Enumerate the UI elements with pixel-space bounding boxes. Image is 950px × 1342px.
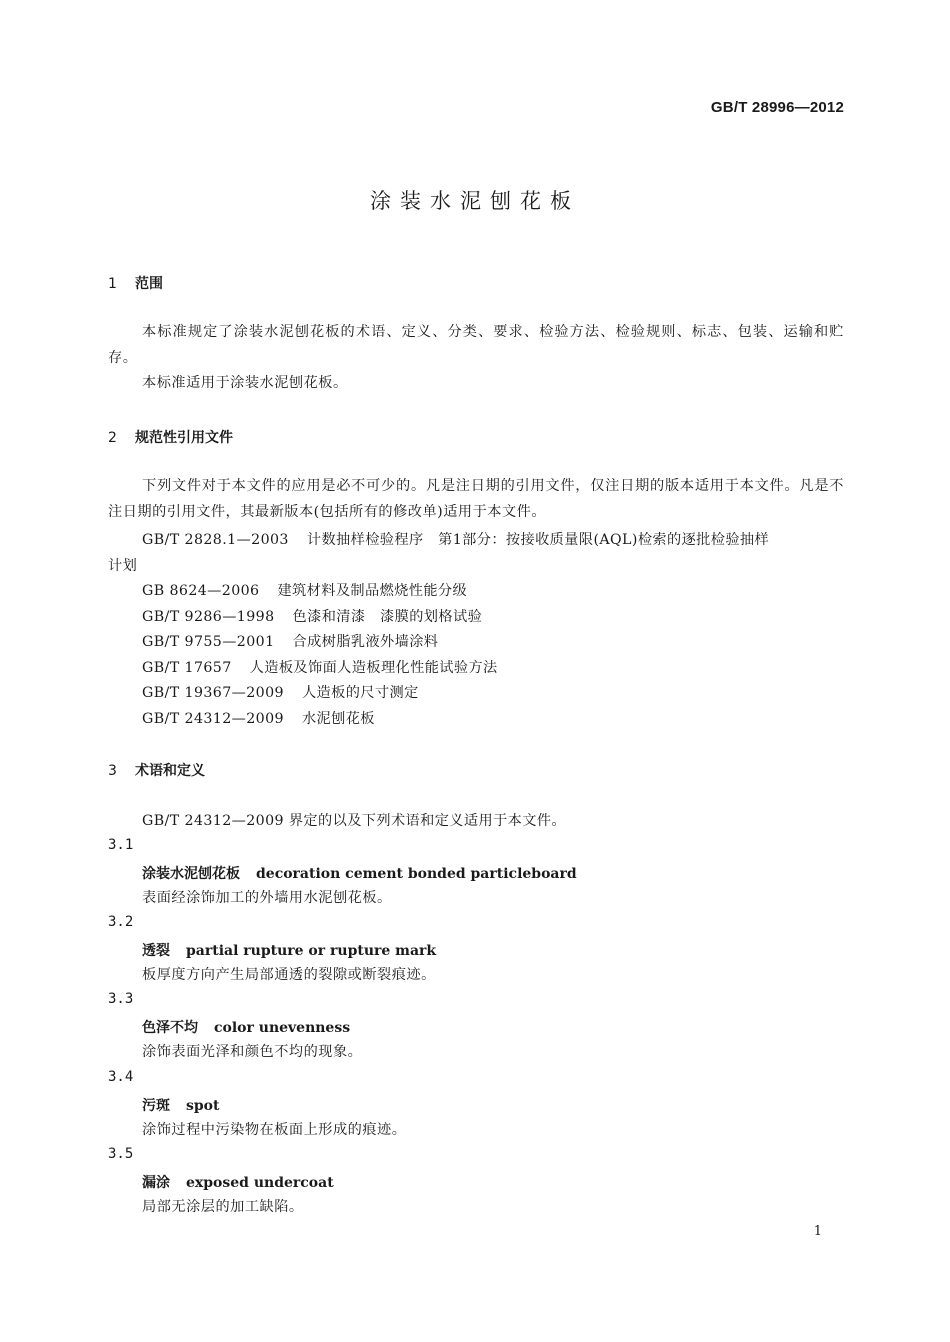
reference-code: GB/T 24312—2009	[142, 711, 284, 727]
section-number: 3	[108, 763, 117, 779]
term-chinese: 透裂	[142, 943, 170, 959]
reference-item	[142, 580, 467, 600]
reference-title: 人造板的尺寸测定	[301, 685, 419, 701]
term-heading	[142, 940, 436, 960]
scope-paragraph-2: 本标准适用于涂装水泥刨花板。	[142, 375, 348, 391]
term-heading	[142, 1095, 219, 1115]
term-definition: 涂饰表面光泽和颜色不均的现象。	[142, 1044, 363, 1060]
term-number: 3.4	[108, 1069, 134, 1085]
term-chinese: 污斑	[142, 1098, 170, 1114]
term-chinese: 漏涂	[142, 1175, 170, 1191]
reference-title: 人造板及饰面人造板理化性能试验方法	[249, 660, 498, 676]
term-chinese: 色泽不均	[142, 1020, 198, 1036]
term-heading	[142, 1017, 350, 1037]
reference-code: GB/T 9286—1998	[142, 609, 275, 625]
section-heading-terms-definitions	[108, 760, 205, 780]
section-heading-scope	[108, 273, 163, 293]
reference-code: GB/T 9755—2001	[142, 634, 275, 650]
section-number: 2	[108, 430, 117, 446]
reference-item	[142, 529, 769, 549]
page-number: 1	[813, 1224, 822, 1239]
terms-intro: GB/T 24312—2009 界定的以及下列术语和定义适用于本文件。	[142, 813, 567, 829]
term-definition: 板厚度方向产生局部通透的裂隙或断裂痕迹。	[142, 967, 436, 983]
term-definition: 涂饰过程中污染物在板面上形成的痕迹。	[142, 1122, 407, 1138]
term-english: partial rupture or rupture mark	[186, 943, 437, 959]
term-chinese: 涂装水泥刨花板	[142, 866, 240, 882]
section-number: 1	[108, 276, 117, 292]
reference-item	[142, 631, 438, 651]
term-english: color unevenness	[214, 1020, 351, 1036]
term-number: 3.5	[108, 1146, 134, 1162]
reference-title: 色漆和清漆 漆膜的划格试验	[292, 609, 483, 625]
reference-title: 水泥刨花板	[301, 711, 375, 727]
section-title: 术语和定义	[135, 763, 205, 779]
term-number: 3.3	[108, 991, 134, 1007]
term-english: exposed undercoat	[186, 1175, 334, 1191]
reference-item	[142, 682, 419, 702]
reference-item	[142, 708, 375, 728]
term-heading	[142, 1172, 334, 1192]
references-intro: 下列文件对于本文件的应用是必不可少的。凡是注日期的引用文件，仅注日期的版本适用于本文件。凡是不注日期的引用文件，其最新版本(包括所有的修改单)适用于本文件。	[108, 478, 844, 520]
reference-title-wrap: 计划	[108, 558, 138, 574]
scope-paragraph-1: 本标准规定了涂装水泥刨花板的术语、定义、分类、要求、检验方法、检验规则、标志、包装、运输和贮存。	[108, 324, 844, 366]
term-definition: 局部无涂层的加工缺陷。	[142, 1199, 304, 1215]
term-english: spot	[186, 1098, 220, 1114]
reference-code: GB/T 2828.1—2003	[142, 532, 289, 548]
reference-code: GB/T 19367—2009	[142, 685, 284, 701]
standard-number: GB/T 28996—2012	[710, 99, 844, 116]
reference-code: GB 8624—2006	[142, 583, 260, 599]
reference-title: 合成树脂乳液外墙涂料	[292, 634, 439, 650]
term-english: decoration cement bonded particleboard	[256, 866, 577, 882]
reference-title: 建筑材料及制品燃烧性能分级	[277, 583, 468, 599]
term-definition: 表面经涂饰加工的外墙用水泥刨花板。	[142, 890, 392, 906]
section-title: 范围	[135, 276, 163, 292]
document-title: 涂装水泥刨花板	[370, 189, 580, 213]
reference-item	[142, 657, 498, 677]
term-number: 3.1	[108, 837, 134, 853]
section-title: 规范性引用文件	[135, 430, 233, 446]
reference-title: 计数抽样检验程序 第1部分：按接收质量限(AQL)检索的逐批检验抽样	[306, 532, 770, 548]
term-heading	[142, 863, 577, 883]
term-number: 3.2	[108, 914, 134, 930]
reference-item	[142, 606, 482, 626]
section-heading-normative-references	[108, 427, 233, 447]
reference-code: GB/T 17657	[142, 660, 232, 676]
